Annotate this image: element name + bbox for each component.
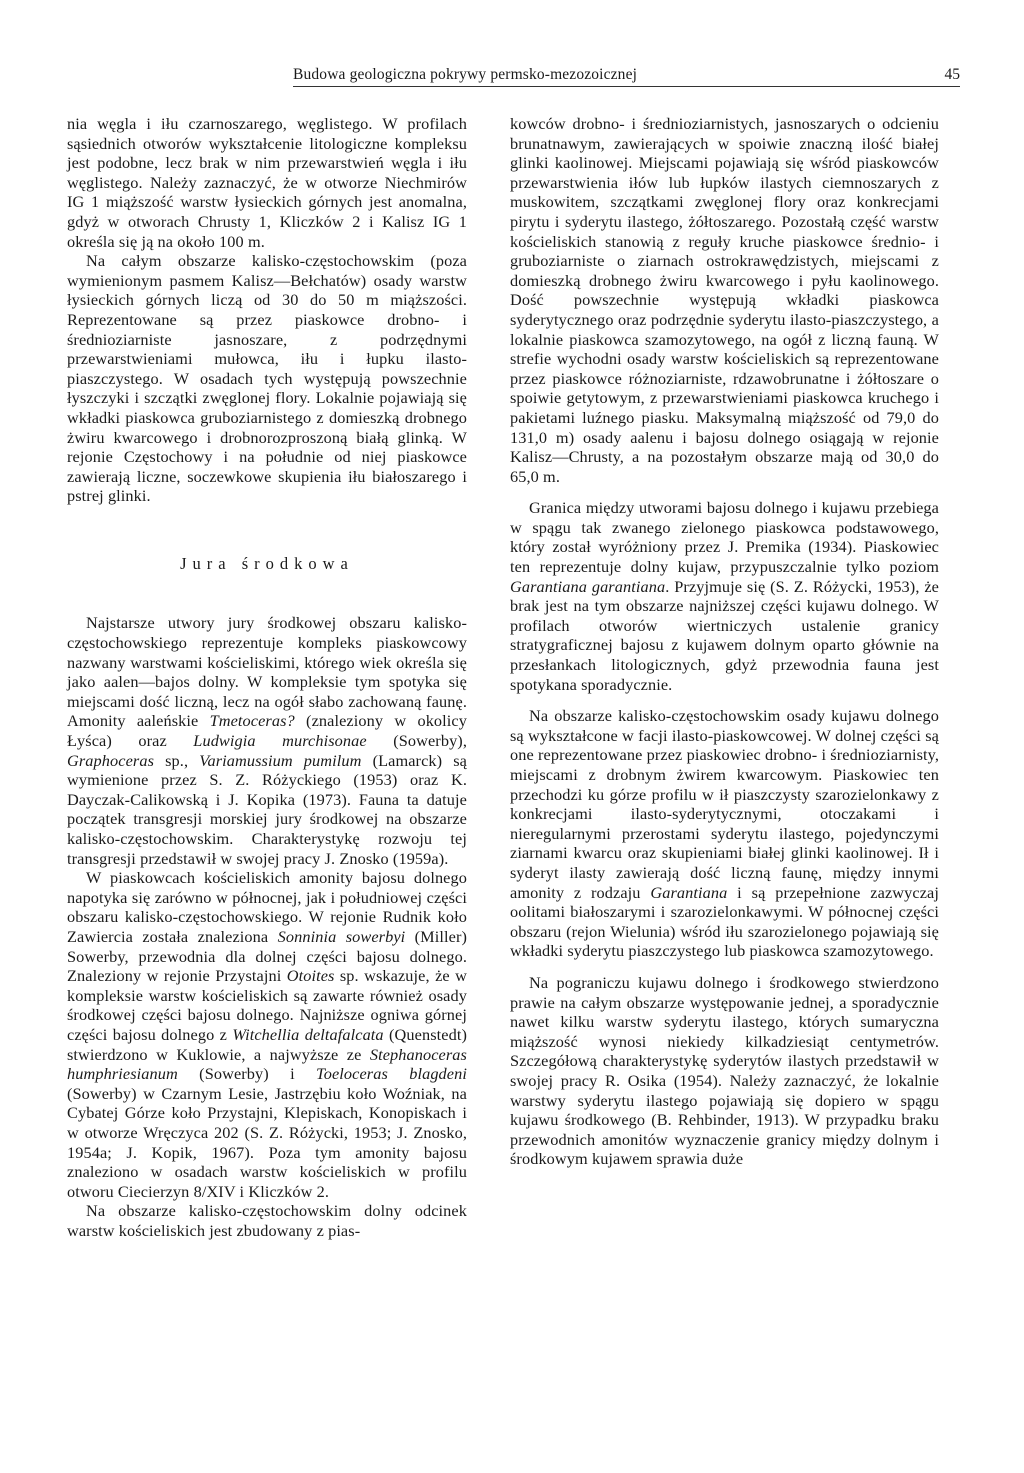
taxon-name: Graphoceras	[67, 750, 155, 770]
left-column	[67, 114, 467, 1240]
paragraph: W piaskowcach kościeliskich amonity bajosu dolnego napotyka się zarówno w północnej, jak i południowej części obszaru kalisko-częstochowskiego. W rejonie Rudnik koło Zawiercia została znaleziona Sonninia sowerbyi (Miller) Sowerby, przewodnia dla dolnej części bajosu dolnego. Znaleziony w rejonie Przystajni Otoites sp. wskazuje, że w kompleksie warstw kościeliskich są zawarte również osady środkowej części bajosu dolnego. Najniższe ogniwa górnej części bajosu dolnego z Witchellia deltafalcata (Quenstedt) stwierdzono w Kuklowie, a najwyższe ze Stephanoceras humphriesianum (Sowerby) i Toeloceras blagdeni (Sowerby) w Czarnym Lesie, Jastrzębiu koło Woźniak, na Cybatej Górze koło Przystajni, Klepiskach, Konopiskach i w otworze Wręczyca 202 (S. Z. Różycki, 1953; J. Znosko, 1954a; J. Kopik, 1967). Poza tym amonity bajosu znaleziono w osadach warstw kościeliskich w profilu otworu Ciecierzyn 8/XIV i Kliczków 2.	[67, 868, 467, 1201]
taxon-name: Garantiana garantiana	[510, 576, 666, 596]
page-number: 45	[944, 66, 960, 83]
taxon-name: Variamussium pumilum	[199, 750, 362, 770]
taxon-name: Toeloceras blagdeni	[316, 1064, 467, 1084]
taxon-name: Garantiana	[650, 882, 728, 902]
taxon-name: Witchellia deltafalcata	[232, 1024, 384, 1044]
paragraph: Najstarsze utwory jury środkowej obszaru kalisko-częstochowskiego reprezentuje kompleks piaskowcowy nazwany warstwami kościeliskimi, którego wiek określa się jako aalen—bajos dolny. W kompleksie tym spotyka się miejscami dość liczną, lecz na ogół słabo zachowaną faunę. Amonity aaleńskie Tmetoceras? (znaleziony w okolicy Łyśca) oraz Ludwigia murchisonae (Sowerby), Graphoceras sp., Variamussium pumilum (Lamarck) są wymienione przez S. Z. Różyckiego (1953) oraz K. Dayczak-Calikowską i J. Kopika (1973). Fauna ta datuje początek transgresji morskiej jury środkowej na obszarze kalisko-częstochowskim. Charakterystykę rozwoju tej transgresji przedstawił w swojej pracy J. Znosko (1959a).	[67, 613, 468, 868]
paragraph: Na całym obszarze kalisko-częstochowskim (poza wymienionym pasmem Kalisz—Bełchatów) osady warstw łysieckich górnych liczą od 30 do 50 m miąższości. Reprezentowane są przez piaskowce drobno- i średnioziarniste jasnoszare, z podrzędnymi przewarstwieniami mułowca, iłu i łupku ilasto-piaszczystego. W osadach tych występują powszechnie łyszczyki i szczątki zwęglonej flory. Lokalnie pojawiają się wkładki piaskowca gruboziarnistego z domieszką drobnego żwiru kwarcowego i drobnorozproszoną białą glinką. W rejonie Częstochowy i na południe od niej piaskowce zawierają liczne, soczewkowe skupienia iłu białoszarego i pstrej glinki.	[67, 251, 467, 506]
paragraph: Na obszarze kalisko-częstochowskim osady kujawu dolnego są wykształcone w facji ilasto-piaskowcowej. W dolnej części są one reprezentowane przez piaskowiec drobno- i średnioziarnisty, miejscami z drobnym żwirem kwarcowym. Piaskowiec ten przechodzi ku górze profilu w ił piaszczysty szarozielonkawy z konkrecjami ilasto-syderytycznymi, otoczakami i nieregularnymi przerostami syderytu ilastego, pojedynczymi ziarnami kwarcu oraz skupieniami białej glinki kaolinowej. Ił i syderyt ilasty zawierają dość liczną faunę, między innymi amonity z rodzaju Garantiana i są przepełnione zazwyczaj oolitami białoszarymi i szarozielonkawymi. W północnej części obszaru (rejon Wielunia) wśród iłu szarozielonego pojawiają się wkładki syderytu piaszczystego lub piaskowca szamozytowego.	[510, 706, 939, 961]
taxon-name: Otoites	[286, 966, 335, 986]
taxon-name: Sonninia sowerbyi	[277, 926, 406, 946]
taxon-name: Stephanoceras humphriesianum	[67, 1044, 467, 1084]
running-header	[293, 66, 960, 87]
paragraph: Na obszarze kalisko-częstochowskim dolny odcinek warstw kościeliskich jest zbudowany z pias-	[67, 1201, 467, 1240]
paragraph: nia węgla i iłu czarnoszarego, węglistego. W profilach sąsiednich otworów wykształcenie litologiczne kompleksu jest podobne, lecz brak w nim przewarstwień węgla i iłu węglistego. Należy zaznaczyć, że w otworze Niechmirów IG 1 miąższość warstw łysieckich górnych jest anomalna, gdyż w otworach Chrusty 1, Kliczków 2 i Kalisz IG 1 określa się ją na około 100 m.	[67, 114, 467, 251]
paragraph: Na pograniczu kujawu dolnego i środkowego stwierdzono prawie na całym obszarze występowanie jednej, a sporadycznie nawet kilku warstw syderytu ilastego, których sumaryczna miąższość wynosi niekiedy kilkadziesiąt centymetrów. Szczegółową charakterystykę syderytów ilastych przedstawił w swojej pracy R. Osika (1954). Należy zaznaczyć, że lokalnie warstwy syderytu ilastego pojawiają się dopiero w spągu kujawu środkowego (B. Rehbinder, 1913). W przypadku braku przewodnich amonitów wyznaczenie granicy między dolnym i środkowym kujawem sprawia duże	[510, 972, 939, 1169]
section-heading: Jura środkowa	[180, 553, 354, 573]
paragraph: kowców drobno- i średnioziarnistych, jasnoszarych o odcieniu brunatnawym, zawierających w spoiwie znaczną ilość białej glinki kaolinowej. Miejscami pojawiają się wśród piaskowców przewarstwienia iłów lub łupków ilastych ciemnoszarych z muskowitem, szczątkami zwęglonej flory oraz konkrecjami pirytu i syderytu ilastego, żółtoszarego. Pozostałą część warstw kościeliskich stanowią z reguły kruche piaskowce średnio- i gruboziarniste o ziarnach ostrokrawędzistych, miejscami z domieszką drobnego żwiru kwarcowego i pyłu kaolinowego. Dość powszechnie występują wkładki piaskowca syderytycznego oraz podrzędnie syderytu ilasto-piaszczystego, a lokalnie piaskowca szamozytowego, na ogół z liczną fauną. W strefie wychodni osady warstw kościeliskich są reprezentowane przez piaskowce różnoziarniste, rdzawobrunatne i żółtoszare o spoiwie getytowym, z przewarstwieniami piaskowca kruchego i pakietami luźnego piasku. Maksymalną miąższość od 79,0 do 131,0 m) osady aalenu i bajosu dolnego osiągają w rejonie Kalisz—Chrusty, a na pozostałym obszarze mają od 30,0 do 65,0 m.	[510, 114, 939, 486]
taxon-name: Ludwigia murchisonae	[193, 731, 367, 751]
paragraph: Granica między utworami bajosu dolnego i kujawu przebiega w spągu tak zwanego zielonego piaskowca podstawowego, który został wyróżniony przez J. Premika (1934). Piaskowiec ten reprezentuje dolny kujaw, przypuszczalnie tylko poziom Garantiana garantiana. Przyjmuje się (S. Z. Różycki, 1953), że brak jest na tym obszarze najniższej części kujawu dolnego. W profilach otworów wiertniczych ustalenie granicy stratygraficznej bajosu z kujawem dolnym oparto głównie na przesłankach litologicznych, gdyż przewodnia fauna jest spotykana sporadycznie.	[510, 498, 939, 694]
taxon-name: Tmetoceras?	[209, 711, 295, 731]
running-title: Budowa geologiczna pokrywy permsko-mezozoicznej	[293, 66, 638, 83]
right-column	[510, 114, 939, 1169]
